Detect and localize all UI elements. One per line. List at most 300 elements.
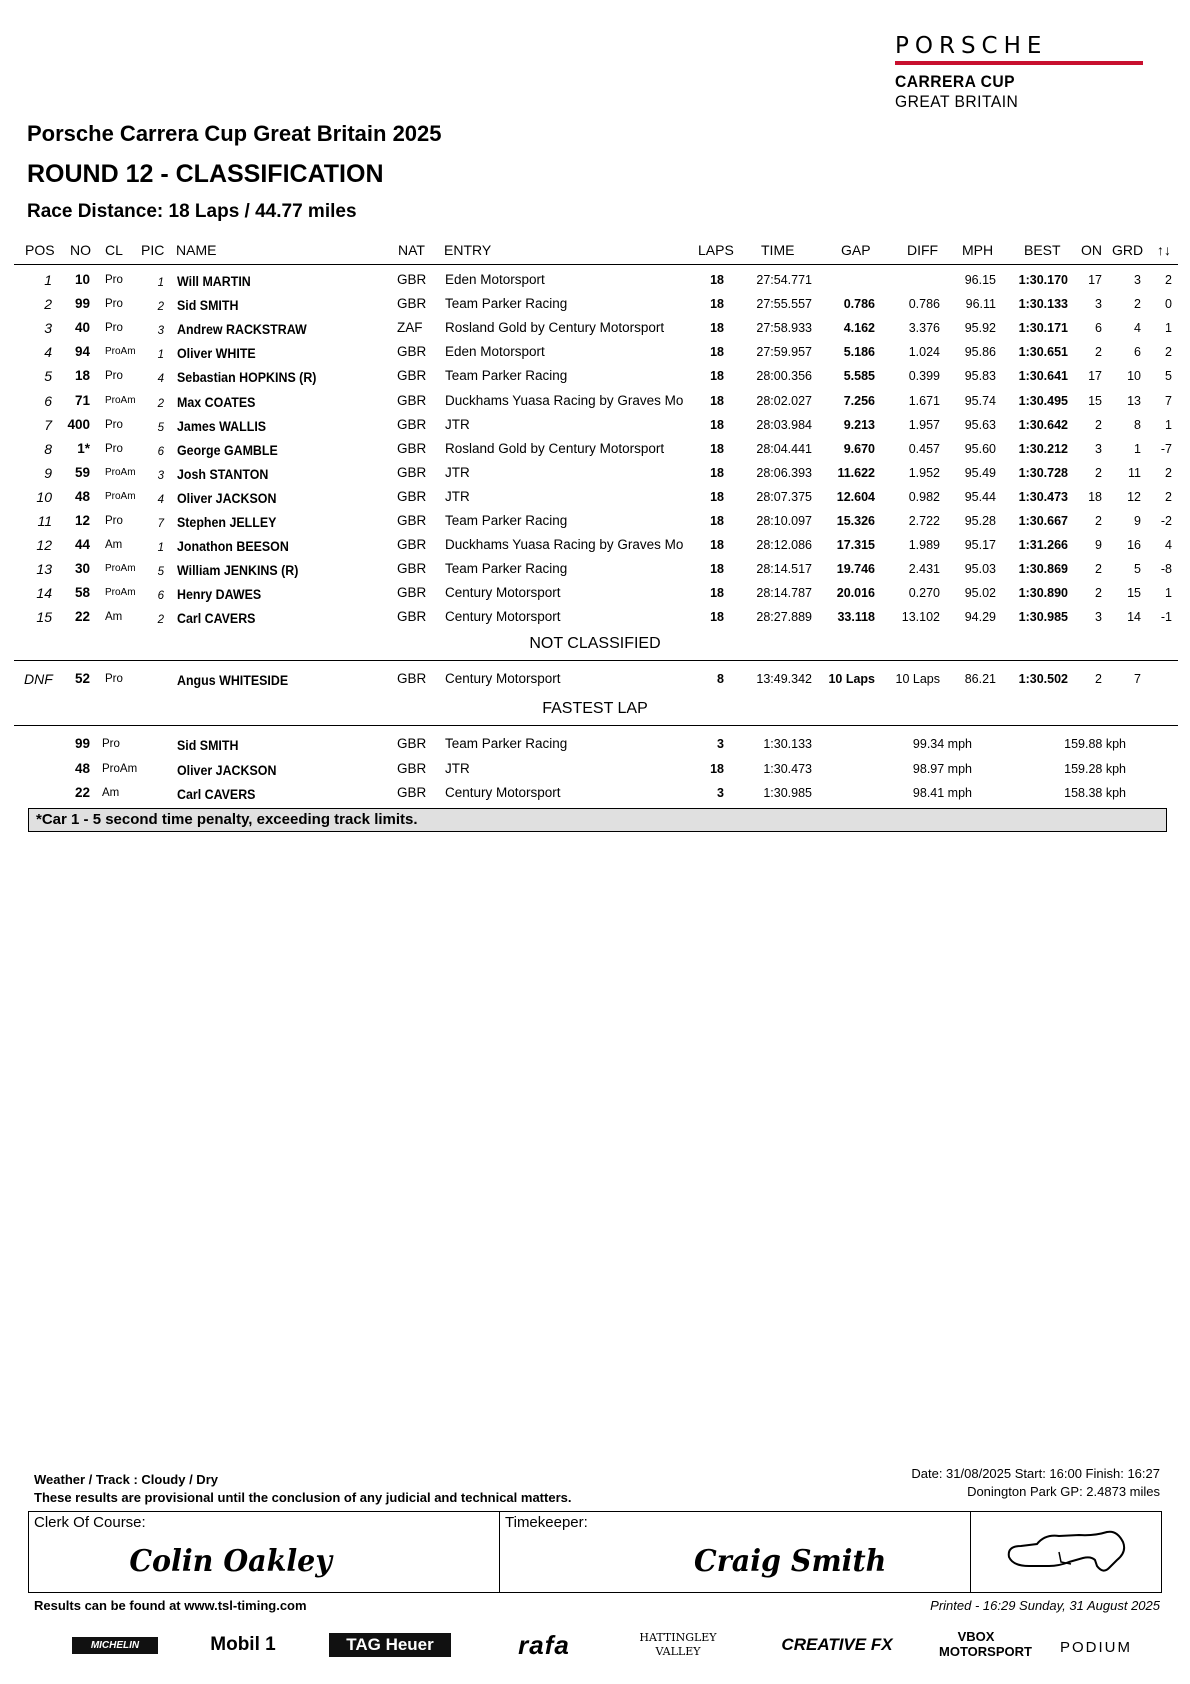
best-lap-on: 2 <box>1095 465 1102 480</box>
class: Pro <box>105 322 123 335</box>
mobil1-logo <box>200 1630 286 1660</box>
nationality: GBR <box>397 736 427 751</box>
nationality: GBR <box>397 513 427 528</box>
not-classified-row <box>0 667 1190 691</box>
best-lap-on: 2 <box>1095 345 1102 360</box>
driver-first-name: Max <box>177 394 202 410</box>
grid-position: 10 <box>1127 369 1141 384</box>
creativefx-logo <box>774 1630 900 1660</box>
best-lap-on: 2 <box>1095 514 1102 528</box>
position-in-class: 1 <box>157 277 164 289</box>
best-lap-on: 3 <box>1095 297 1102 312</box>
avg-speed: 95.02 <box>964 586 996 601</box>
race-time: 27:55.557 <box>756 297 812 312</box>
avg-speed: 95.28 <box>964 514 996 528</box>
laps: 18 <box>710 562 724 577</box>
best-lap: 1:30.502 <box>1018 672 1068 686</box>
race-time: 28:06.393 <box>756 465 812 480</box>
car-number: 1* <box>77 440 90 456</box>
avg-speed: 95.49 <box>964 465 996 480</box>
gap: 33.118 <box>837 610 875 625</box>
race-time: 27:58.933 <box>756 321 812 336</box>
interval: 0.270 <box>908 586 940 601</box>
driver-first-name: Carl <box>177 787 202 802</box>
car-number: 99 <box>74 736 90 751</box>
not-classified-heading: NOT CLASSIFIED <box>529 635 661 652</box>
best-lap-on: 2 <box>1095 672 1102 686</box>
driver-last-name: GAMBLE <box>223 442 278 458</box>
laps: 18 <box>710 321 724 336</box>
grid-position: 8 <box>1134 417 1141 432</box>
interval: 0.982 <box>908 489 940 504</box>
best-lap: 1:30.212 <box>1018 441 1068 456</box>
race-time: 28:03.984 <box>756 417 812 432</box>
printed-timestamp: Printed - 16:29 Sunday, 31 August 2025 <box>930 1598 1160 1613</box>
class: Pro <box>105 298 123 311</box>
driver-last-name: DAWES <box>215 587 262 603</box>
driver-last-name: JENKINS (R) <box>223 563 299 579</box>
race-time: 27:54.771 <box>756 273 812 287</box>
position: 15 <box>36 609 52 626</box>
position-change: 2 <box>1165 465 1172 480</box>
position-change: 2 <box>1165 345 1172 360</box>
driver-name <box>177 391 255 415</box>
grid-position: 14 <box>1127 610 1141 625</box>
nationality: GBR <box>397 609 427 625</box>
car-number: 18 <box>74 368 90 384</box>
car-number: 59 <box>74 464 90 480</box>
nationality: GBR <box>397 785 427 800</box>
fastest-lap-row <box>0 757 1190 781</box>
avg-speed: 94.29 <box>964 610 996 625</box>
position-change: -7 <box>1160 441 1172 456</box>
position-change: 7 <box>1165 393 1172 408</box>
avg-speed: 95.03 <box>964 562 996 577</box>
vbox-text: VBOX MOTORSPORT <box>939 1629 1032 1659</box>
col-cl: CL <box>105 242 123 258</box>
best-lap-on: 2 <box>1095 586 1102 601</box>
result-row <box>0 340 1190 364</box>
laps: 18 <box>710 297 724 312</box>
col-on: ON <box>1081 242 1102 258</box>
nationality: GBR <box>397 561 427 577</box>
race-time: 28:07.375 <box>756 489 812 504</box>
position-change: -2 <box>1160 514 1172 528</box>
entry-team: JTR <box>445 760 470 776</box>
brand-line-2: GREAT BRITAIN <box>895 92 1019 111</box>
entry-team: Century Motorsport <box>445 671 561 686</box>
timekeeper-label: Timekeeper: <box>505 1514 588 1531</box>
best-lap: 1:30.641 <box>1018 369 1068 384</box>
gap: 0.786 <box>843 297 875 312</box>
driver-first-name: Andrew <box>177 322 223 338</box>
driver-last-name: SMITH <box>199 298 239 314</box>
race-time: 28:10.097 <box>756 514 812 528</box>
fastest-lap-kph: 159.28 kph <box>1064 761 1126 776</box>
position-in-class: 3 <box>157 325 164 338</box>
result-row <box>0 316 1190 340</box>
laps: 18 <box>710 273 724 287</box>
driver-first-name: Carl <box>177 611 202 627</box>
race-time: 28:14.787 <box>756 586 812 601</box>
race-time: 13:49.342 <box>756 672 812 686</box>
class: Pro <box>105 274 123 286</box>
nationality: GBR <box>397 296 427 312</box>
position: 10 <box>36 488 52 505</box>
class: ProAm <box>105 563 136 575</box>
mobil1-text: Mobil 1 <box>210 1634 276 1655</box>
avg-speed: 96.11 <box>965 297 996 312</box>
entry-team: Eden Motorsport <box>445 272 545 287</box>
race-time: 28:27.889 <box>756 610 812 625</box>
position-in-class: 1 <box>157 349 164 362</box>
fastest-lap-time: 1:30.985 <box>763 786 812 800</box>
result-row <box>0 437 1190 461</box>
driver-last-name: STANTON <box>209 466 269 482</box>
position-change: 4 <box>1165 538 1172 553</box>
interval: 2.722 <box>908 514 940 528</box>
entry-team: Eden Motorsport <box>445 344 545 360</box>
position-change: 2 <box>1165 273 1172 287</box>
driver-first-name: Angus <box>177 673 216 688</box>
interval: 13.102 <box>901 610 940 625</box>
position-in-class: 4 <box>157 493 164 506</box>
fastest-lap-number: 3 <box>717 737 724 751</box>
vbox-logo <box>936 1624 1032 1664</box>
timekeeper-signature: Craig Smith <box>694 1544 887 1579</box>
gap: 9.670 <box>843 441 875 456</box>
interval: 0.457 <box>908 441 940 456</box>
position-in-class: 1 <box>157 542 164 555</box>
class: ProAm <box>105 587 136 599</box>
driver-last-name: BEESON <box>236 539 289 555</box>
car-number: 12 <box>74 513 90 528</box>
class: ProAm <box>105 466 136 478</box>
results-url[interactable]: Results can be found at www.tsl-timing.com <box>34 1598 307 1613</box>
result-row <box>0 292 1190 316</box>
fastest-lap-heading: FASTEST LAP <box>542 700 648 717</box>
col-pic: PIC <box>141 242 165 258</box>
best-lap: 1:30.890 <box>1018 586 1068 601</box>
best-lap: 1:30.651 <box>1018 345 1068 360</box>
fastest-lap-mph: 98.97 mph <box>912 761 972 776</box>
position-change: 1 <box>1165 417 1172 432</box>
avg-speed: 95.74 <box>964 393 996 408</box>
nationality: GBR <box>397 368 427 384</box>
col-grd: GRD <box>1112 242 1144 258</box>
position: DNF <box>24 671 53 687</box>
result-row <box>0 461 1190 485</box>
penalty-note: *Car 1 - 5 second time penalty, exceeding track limits. <box>28 808 1167 832</box>
position-change: 2 <box>1165 489 1172 504</box>
driver-first-name: James <box>177 418 216 434</box>
rafa-logo <box>494 1630 594 1660</box>
col-pos: POS <box>25 242 55 258</box>
race-time: 28:02.027 <box>756 393 812 408</box>
avg-speed: 95.86 <box>964 345 996 360</box>
podium-text: PODIUM <box>1060 1638 1132 1656</box>
class: Am <box>102 787 120 799</box>
circuit-length: Donington Park GP: 2.4873 miles <box>967 1484 1160 1499</box>
nationality: GBR <box>397 585 427 601</box>
nationality: GBR <box>397 671 427 686</box>
brand-logo <box>895 34 1145 112</box>
entry-team: Rosland Gold by Century Motorsport <box>445 320 665 336</box>
track-map-icon <box>999 1522 1139 1582</box>
result-row <box>0 485 1190 509</box>
driver-name <box>177 559 298 583</box>
car-number: 400 <box>67 416 90 432</box>
position: 7 <box>44 416 52 433</box>
position-change: 5 <box>1165 369 1172 384</box>
driver-name <box>177 583 261 607</box>
driver-first-name: Sebastian <box>177 370 236 386</box>
fastest-lap-row <box>0 781 1190 805</box>
avg-speed: 95.63 <box>964 417 996 432</box>
nationality: GBR <box>397 488 427 504</box>
driver-first-name: William <box>177 563 221 579</box>
nationality: GBR <box>397 344 427 360</box>
grid-position: 13 <box>1127 393 1141 408</box>
driver-first-name: Oliver <box>177 490 213 506</box>
driver-first-name: Sid <box>177 298 197 314</box>
driver-last-name: MARTIN <box>202 274 251 289</box>
result-row <box>0 557 1190 581</box>
race-time: 28:14.517 <box>756 562 812 577</box>
nationality: GBR <box>397 760 427 776</box>
driver-first-name: Stephen <box>177 515 227 530</box>
position-in-class: 5 <box>157 421 164 434</box>
tagheuer-logo <box>328 1630 452 1660</box>
grid-position: 2 <box>1134 297 1141 312</box>
car-number: 48 <box>74 760 90 776</box>
grid-position: 5 <box>1134 562 1141 577</box>
class: Pro <box>105 418 123 431</box>
provisional-notice: These results are provisional until the conclusion of any judicial and technical matters. <box>34 1490 572 1505</box>
entry-team: Century Motorsport <box>445 609 561 625</box>
car-number: 30 <box>74 561 90 577</box>
class: ProAm <box>105 490 136 502</box>
avg-speed: 95.44 <box>964 489 996 504</box>
rafa-text: rafa <box>518 1629 570 1660</box>
best-lap: 1:30.495 <box>1018 393 1068 408</box>
race-time: 27:59.957 <box>756 345 812 360</box>
fastest-lap-mph: 99.34 mph <box>912 737 972 751</box>
car-number: 44 <box>74 537 90 553</box>
grid-position: 3 <box>1134 273 1141 287</box>
gap: 10 Laps <box>828 672 875 686</box>
position-in-class: 6 <box>157 590 164 603</box>
interval: 0.786 <box>908 297 940 312</box>
result-row <box>0 364 1190 388</box>
laps: 18 <box>710 489 724 504</box>
best-lap-on: 18 <box>1088 489 1102 504</box>
race-time: 28:00.356 <box>756 369 812 384</box>
weather-track: Weather / Track : Cloudy / Dry <box>34 1472 218 1487</box>
driver-first-name: Josh <box>177 466 206 482</box>
not-classified-rule <box>14 660 1178 661</box>
entry-team: Century Motorsport <box>445 585 561 601</box>
driver-last-name: RACKSTRAW <box>226 322 307 338</box>
car-number: 22 <box>74 609 90 625</box>
interval: 1.024 <box>908 345 940 360</box>
laps: 18 <box>710 345 724 360</box>
best-lap-on: 3 <box>1095 610 1102 625</box>
entry-team: Team Parker Racing <box>445 513 568 528</box>
position: 12 <box>36 537 52 554</box>
gap: 5.585 <box>843 369 875 384</box>
position-change: -1 <box>1160 610 1172 625</box>
entry-team: Rosland Gold by Century Motorsport <box>445 440 665 456</box>
position-change: 1 <box>1165 586 1172 601</box>
driver-first-name: Jonathon <box>177 539 233 555</box>
interval: 3.376 <box>908 321 940 336</box>
position-in-class: 5 <box>157 566 164 579</box>
driver-name <box>177 342 256 366</box>
position: 2 <box>44 296 52 313</box>
nationality: GBR <box>397 537 427 553</box>
position: 9 <box>44 464 52 481</box>
fastest-lap-number: 3 <box>717 786 724 800</box>
avg-speed: 95.92 <box>964 321 996 336</box>
nationality: GBR <box>397 272 427 287</box>
best-lap-on: 2 <box>1095 417 1102 432</box>
driver-name <box>177 366 316 390</box>
car-number: 48 <box>74 488 90 504</box>
best-lap: 1:30.728 <box>1018 465 1068 480</box>
creativefx-text: CREATIVE FX <box>781 1635 893 1654</box>
driver-name <box>177 759 276 783</box>
result-row <box>0 413 1190 437</box>
avg-speed: 95.83 <box>964 369 996 384</box>
driver-last-name: HOPKINS (R) <box>239 370 317 386</box>
car-number: 22 <box>74 785 90 800</box>
position: 4 <box>44 344 52 361</box>
date-times: Date: 31/08/2025 Start: 16:00 Finish: 16:27 <box>911 1466 1160 1481</box>
fastest-lap-mph: 98.41 mph <box>912 786 972 800</box>
grid-position: 1 <box>1134 441 1141 456</box>
entry-team: Duckhams Yuasa Racing by Graves Mo <box>445 392 684 408</box>
entry-team: JTR <box>445 488 470 504</box>
class: Pro <box>105 673 123 685</box>
position-in-class: 2 <box>157 397 164 410</box>
laps: 18 <box>710 465 724 480</box>
grid-position: 6 <box>1134 345 1141 360</box>
entry-team: Duckhams Yuasa Racing by Graves Mo <box>445 537 684 553</box>
fastest-lap-time: 1:30.473 <box>763 761 812 776</box>
gap: 4.162 <box>843 321 875 336</box>
class: ProAm <box>102 762 138 775</box>
fastest-lap-time: 1:30.133 <box>763 737 812 751</box>
brand-line-1: CARRERA CUP <box>895 72 1016 91</box>
car-number: 10 <box>74 272 90 287</box>
fastest-lap-kph: 159.88 kph <box>1064 737 1126 751</box>
driver-last-name: JACKSON <box>215 490 277 506</box>
nationality: ZAF <box>397 320 423 336</box>
hattingley-text: HATTINGLEY VALLEY <box>639 1631 717 1658</box>
driver-first-name: Henry <box>177 587 213 603</box>
driver-name <box>177 463 268 487</box>
driver-last-name: WHITESIDE <box>219 673 289 688</box>
clerk-label: Clerk Of Course: <box>34 1514 146 1531</box>
driver-last-name: CAVERS <box>204 787 256 802</box>
best-lap: 1:30.869 <box>1018 562 1068 577</box>
result-row <box>0 509 1190 533</box>
laps: 18 <box>710 514 724 528</box>
car-number: 40 <box>74 320 90 336</box>
col-name: NAME <box>176 242 217 258</box>
result-row <box>0 581 1190 605</box>
porsche-wordmark: PORSCHE <box>895 33 1048 59</box>
gap: 11.622 <box>837 465 875 480</box>
best-lap: 1:31.266 <box>1018 538 1068 553</box>
race-time: 28:04.441 <box>756 441 812 456</box>
position: 5 <box>44 368 52 385</box>
entry-team: Team Parker Racing <box>445 368 568 384</box>
driver-last-name: COATES <box>204 394 256 410</box>
interval: 1.989 <box>908 538 940 553</box>
nationality: GBR <box>397 464 427 480</box>
car-number: 58 <box>74 585 90 601</box>
position-in-class: 4 <box>157 373 164 386</box>
driver-first-name: George <box>177 442 221 458</box>
position: 11 <box>37 513 52 529</box>
result-row <box>0 389 1190 413</box>
position-change: 1 <box>1165 321 1172 336</box>
gap: 15.326 <box>836 514 875 528</box>
interval: 1.957 <box>908 417 940 432</box>
position: 13 <box>36 561 52 578</box>
nationality: GBR <box>397 416 427 432</box>
driver-name <box>177 734 238 758</box>
position: 1 <box>44 272 52 288</box>
class: Pro <box>105 442 123 455</box>
class: Am <box>105 539 123 552</box>
driver-name <box>177 439 278 463</box>
entry-team: Team Parker Racing <box>445 561 568 577</box>
nationality: GBR <box>397 440 427 456</box>
col-diff: DIFF <box>907 242 939 258</box>
fastest-lap-kph: 158.38 kph <box>1064 786 1126 800</box>
driver-first-name: Oliver <box>177 346 213 362</box>
result-row <box>0 268 1190 292</box>
driver-first-name: Sid <box>177 738 197 753</box>
grid-position: 7 <box>1134 672 1141 686</box>
driver-name <box>177 535 289 559</box>
laps: 18 <box>710 610 724 625</box>
car-number: 94 <box>74 344 90 360</box>
col-best: BEST <box>1024 242 1061 258</box>
grid-position: 15 <box>1127 586 1141 601</box>
car-number: 99 <box>74 296 90 312</box>
fastest-lap-number: 18 <box>710 761 724 776</box>
entry-team: Century Motorsport <box>445 785 561 800</box>
signature-divider <box>499 1512 500 1592</box>
driver-name <box>177 487 276 511</box>
driver-name <box>177 607 255 631</box>
col-gap: GAP <box>841 242 871 258</box>
position-in-class: 6 <box>157 445 164 458</box>
best-lap-on: 17 <box>1088 369 1102 384</box>
driver-last-name: CAVERS <box>204 611 256 627</box>
best-lap-on: 17 <box>1088 273 1102 287</box>
driver-name <box>177 669 288 693</box>
hattingley-valley-logo <box>628 1622 728 1668</box>
podium-logo <box>1056 1632 1136 1662</box>
grid-position: 12 <box>1127 489 1141 504</box>
laps: 18 <box>710 538 724 553</box>
col-mph: MPH <box>962 242 994 258</box>
